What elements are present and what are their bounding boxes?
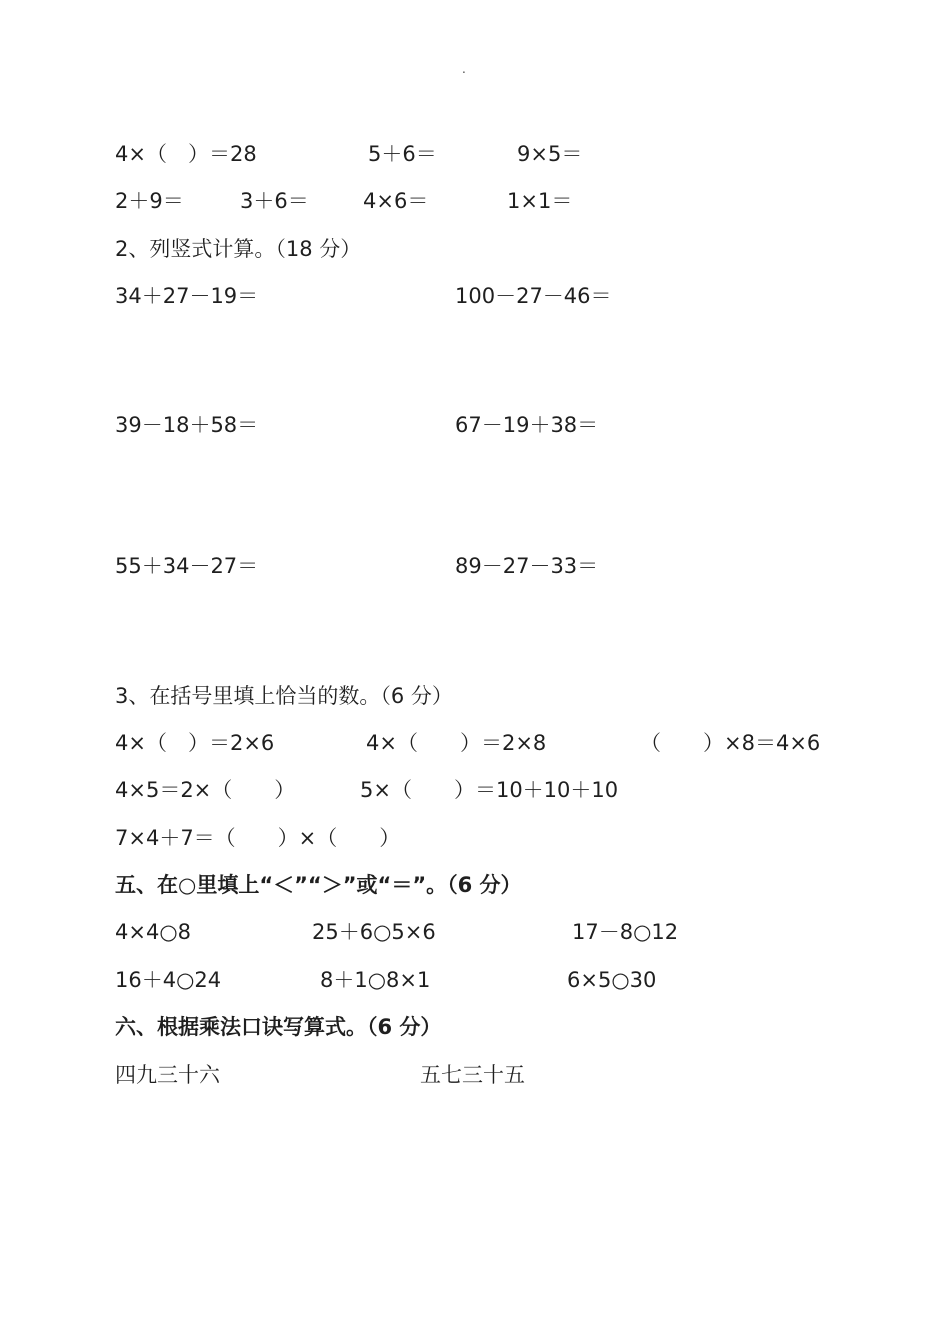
problem-multiplication: 1×1＝ xyxy=(507,189,573,213)
fill-blank-problem: （ ）×8＝4×6 xyxy=(640,731,821,755)
problem-addition: 5＋6＝ xyxy=(368,142,437,166)
section-2-title: 2、列竖式计算。（18 分） xyxy=(115,237,362,261)
compare-problem: 16＋4○24 xyxy=(115,968,222,992)
compare-problem: 8＋1○8×1 xyxy=(320,968,431,992)
vertical-calc-problem: 39－18＋58＝ xyxy=(115,413,259,437)
section-6-title: 六、根据乘法口诀写算式。（6 分） xyxy=(115,1015,442,1039)
compare-problem: 4×4○8 xyxy=(115,920,192,944)
fill-blank-problem: 7×4＋7＝（ ）×（ ） xyxy=(115,826,401,850)
compare-problem: 25＋6○5×6 xyxy=(312,920,436,944)
fill-blank-problem: 4×5＝2×（ ） xyxy=(115,778,296,802)
section-5-title: 五、在○里填上“＜”“＞”或“＝”。（6 分） xyxy=(115,873,522,897)
vertical-calc-problem: 67－19＋38＝ xyxy=(455,413,599,437)
problem-multiplication: 9×5＝ xyxy=(517,142,583,166)
compare-problem: 6×5○30 xyxy=(567,968,657,992)
compare-problem: 17－8○12 xyxy=(572,920,679,944)
fill-blank-problem: 4×（ ）＝2×8 xyxy=(366,731,547,755)
section-3-title: 3、在括号里填上恰当的数。（6 分） xyxy=(115,684,453,708)
problem-addition: 2＋9＝ xyxy=(115,189,184,213)
problem-multiplication: 4×6＝ xyxy=(363,189,429,213)
vertical-calc-problem: 100－27－46＝ xyxy=(455,284,612,308)
header-mark: . xyxy=(462,62,466,76)
problem-fill-blank: 4×（ ）＝28 xyxy=(115,142,257,166)
multiplication-rhyme: 五七三十五 xyxy=(420,1063,525,1087)
multiplication-rhyme: 四九三十六 xyxy=(115,1063,220,1087)
vertical-calc-problem: 34＋27－19＝ xyxy=(115,284,259,308)
problem-addition: 3＋6＝ xyxy=(240,189,309,213)
fill-blank-problem: 4×（ ）＝2×6 xyxy=(115,731,275,755)
vertical-calc-problem: 55＋34－27＝ xyxy=(115,554,259,578)
vertical-calc-problem: 89－27－33＝ xyxy=(455,554,599,578)
fill-blank-problem: 5×（ ）＝10＋10＋10 xyxy=(360,778,619,802)
